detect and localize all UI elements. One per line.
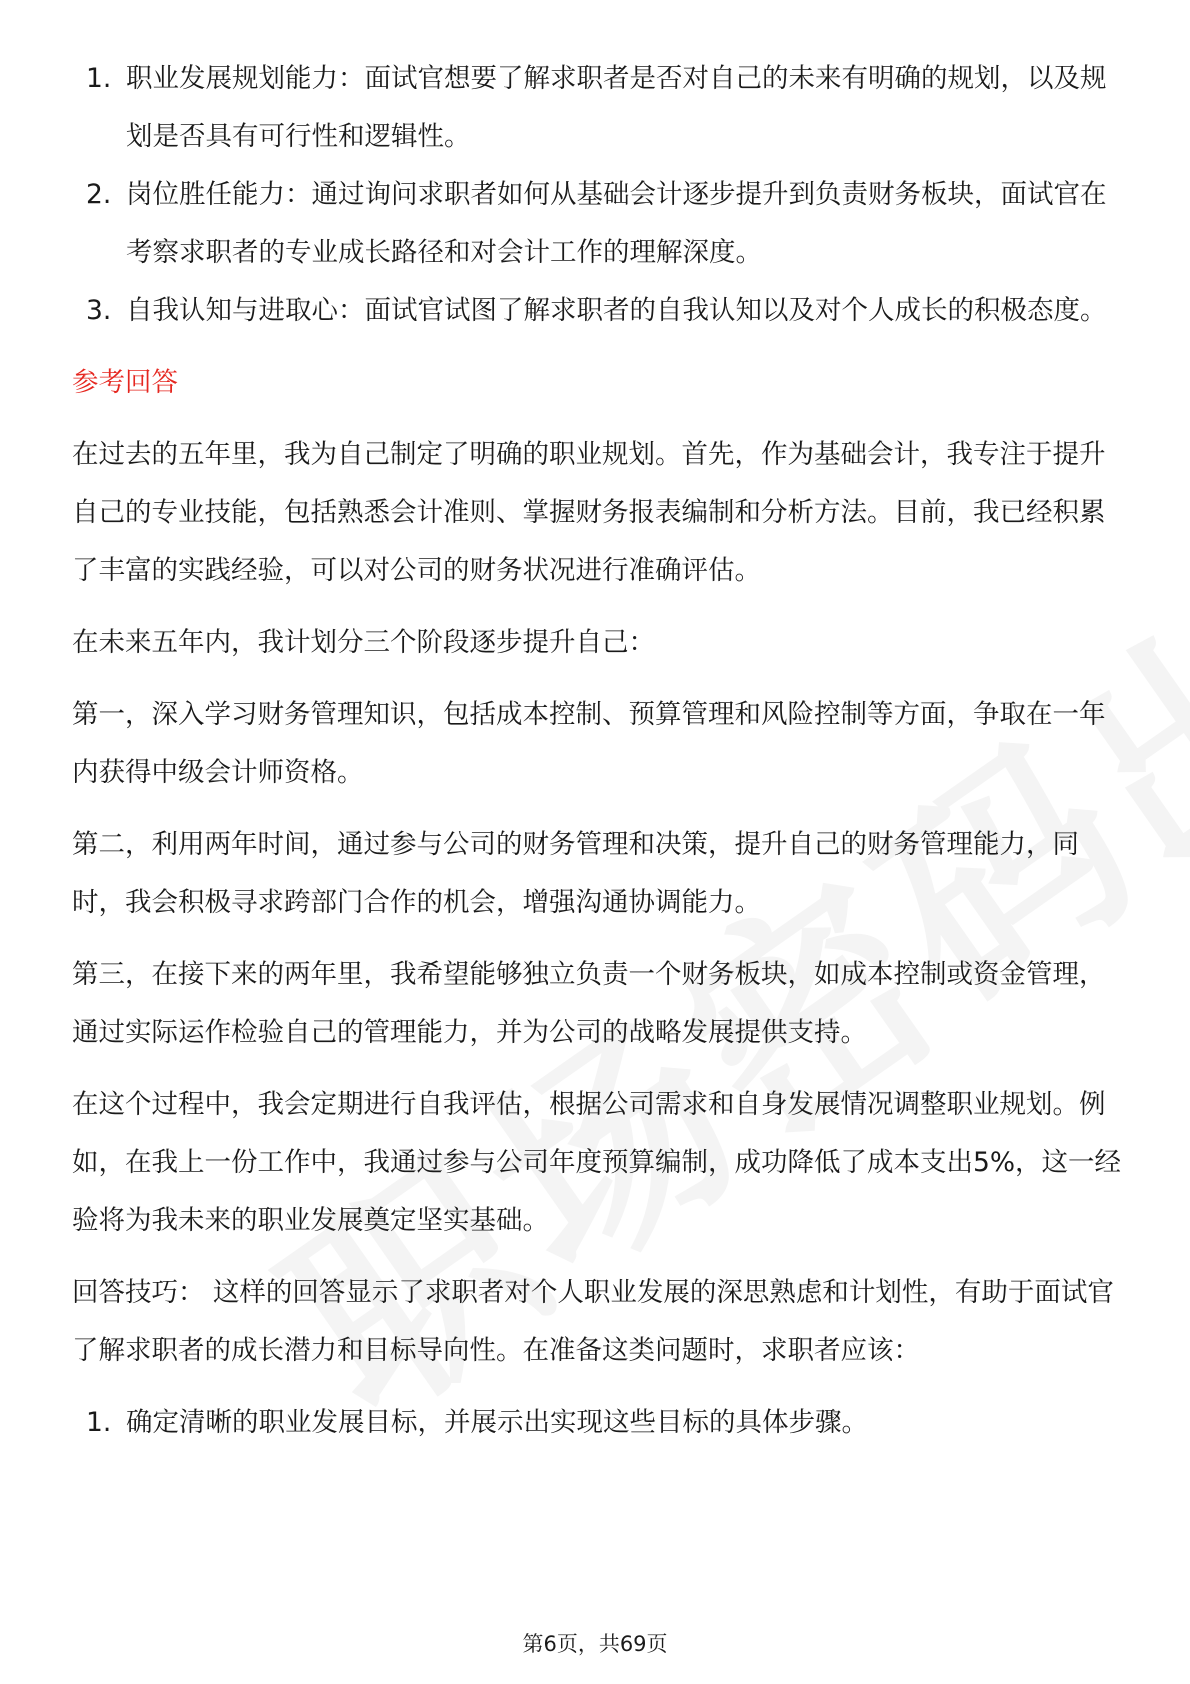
list-item-number: 2. bbox=[86, 179, 112, 210]
page-content bbox=[72, 50, 1122, 1452]
list-item-text: 确定清晰的职业发展目标，并展示出实现这些目标的具体步骤。 bbox=[126, 1407, 868, 1438]
list-item-number: 1. bbox=[86, 63, 112, 94]
paragraph: 第三，在接下来的两年里，我希望能够独立负责一个财务板块，如成本控制或资金管理，通过实际运作检验自己的管理能力，并为公司的战略发展提供支持。 bbox=[72, 959, 1106, 1048]
list-item bbox=[72, 1394, 1122, 1452]
section-heading: 参考回答 bbox=[72, 367, 178, 398]
page-number-footer: 第6页，共69页 bbox=[522, 1632, 668, 1656]
paragraph: 在这个过程中，我会定期进行自我评估，根据公司需求和自身发展情况调整职业规划。例如，在我上一份工作中，我通过参与公司年度预算编制，成功降低了成本支出5%，这一经验将为我未来的职业发展奠定坚实基础。 bbox=[72, 1089, 1122, 1236]
list-item-text: 岗位胜任能力：通过询问求职者如何从基础会计逐步提升到负责财务板块，面试官在考察求职者的专业成长路径和对会计工作的理解深度。 bbox=[126, 179, 1107, 268]
list-item bbox=[72, 282, 1122, 340]
list-item-text: 自我认知与进取心：面试官试图了解求职者的自我认知以及对个人成长的积极态度。 bbox=[126, 295, 1107, 326]
list-item bbox=[72, 50, 1122, 166]
list-item-number: 3. bbox=[86, 295, 112, 326]
paragraph: 在过去的五年里，我为自己制定了明确的职业规划。首先，作为基础会计，我专注于提升自己的专业技能，包括熟悉会计准则、掌握财务报表编制和分析方法。目前，我已经积累了丰富的实践经验，可以对公司的财务状况进行准确评估。 bbox=[72, 439, 1106, 586]
paragraph: 在未来五年内，我计划分三个阶段逐步提升自己： bbox=[72, 627, 655, 658]
list-item-number: 1. bbox=[86, 1407, 112, 1438]
paragraph: 第一，深入学习财务管理知识，包括成本控制、预算管理和风险控制等方面，争取在一年内获得中级会计师资格。 bbox=[72, 699, 1106, 788]
tips-list bbox=[72, 1394, 1122, 1452]
paragraph: 第二，利用两年时间，通过参与公司的财务管理和决策，提升自己的财务管理能力，同时，我会积极寻求跨部门合作的机会，增强沟通协调能力。 bbox=[72, 829, 1079, 918]
list-item bbox=[72, 166, 1122, 282]
paragraph: 回答技巧： 这样的回答显示了求职者对个人职业发展的深思熟虑和计划性，有助于面试官了解求职者的成长潜力和目标导向性。在准备这类问题时，求职者应该： bbox=[72, 1277, 1114, 1366]
list-item-text: 职业发展规划能力：面试官想要了解求职者是否对自己的未来有明确的规划，以及规划是否具有可行性和逻辑性。 bbox=[126, 63, 1107, 152]
assessment-points-list bbox=[72, 50, 1122, 340]
